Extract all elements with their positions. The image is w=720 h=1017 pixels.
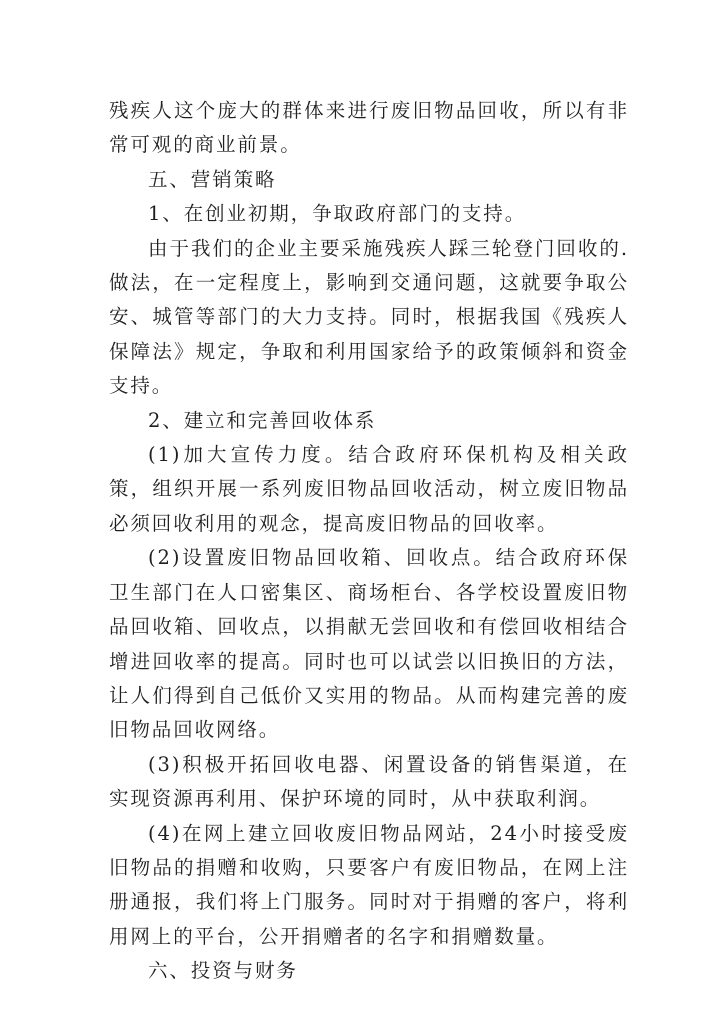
section-heading-investment-finance: 六、投资与财务 — [148, 959, 298, 983]
paragraph-sales-channels: (3)积极开拓回收电器、闲置设备的销售渠道，在实现资源再利用、保护环境的同时，从中获取利润。 — [109, 752, 629, 811]
paragraph-website: (4)在网上建立回收废旧物品网站，24小时接受废旧物品的捐赠和收购，只要客户有废旧物品，在网上注册通报，我们将上门服务。同时对于捐赠的客户，将利用网上的平台，公开捐赠者的名字和捐赠数量。 — [109, 821, 629, 948]
document-body — [109, 94, 629, 989]
subheading-recycling-system: 2、建立和完善回收体系 — [148, 408, 377, 432]
paragraph-recycling-bins: (2)设置废旧物品回收箱、回收点。结合政府环保卫生部门在人口密集区、商场柜台、各学校设置废旧物品回收箱、回收点，以捐献无尝回收和有偿回收相结合增进回收率的提高。同时也可以试尝以旧换旧的方法，让人们得到自己低价又实用的物品。从而构建完善的废旧物品回收网络。 — [109, 546, 629, 742]
section-heading-marketing-strategy: 五、营销策略 — [148, 167, 277, 191]
paragraph-government-support: 由于我们的企业主要采施残疾人踩三轮登门回收的.做法，在一定程度上，影响到交通问题，这就要争取公安、城管等部门的大力支持。同时，根据我国《残疾人保障法》规定，争取和利用国家给予的政策倾斜和资金支持。 — [109, 236, 629, 398]
paragraph-continuation: 残疾人这个庞大的群体来进行废旧物品回收，所以有非常可观的商业前景。 — [109, 99, 629, 157]
subheading-government-support: 1、在创业初期，争取政府部门的支持。 — [148, 202, 527, 226]
paragraph-publicity: (1)加大宣传力度。结合政府环保机构及相关政策，组织开展一系列废旧物品回收活动，树立废旧物品必须回收利用的观念，提高废旧物品的回收率。 — [109, 443, 629, 535]
